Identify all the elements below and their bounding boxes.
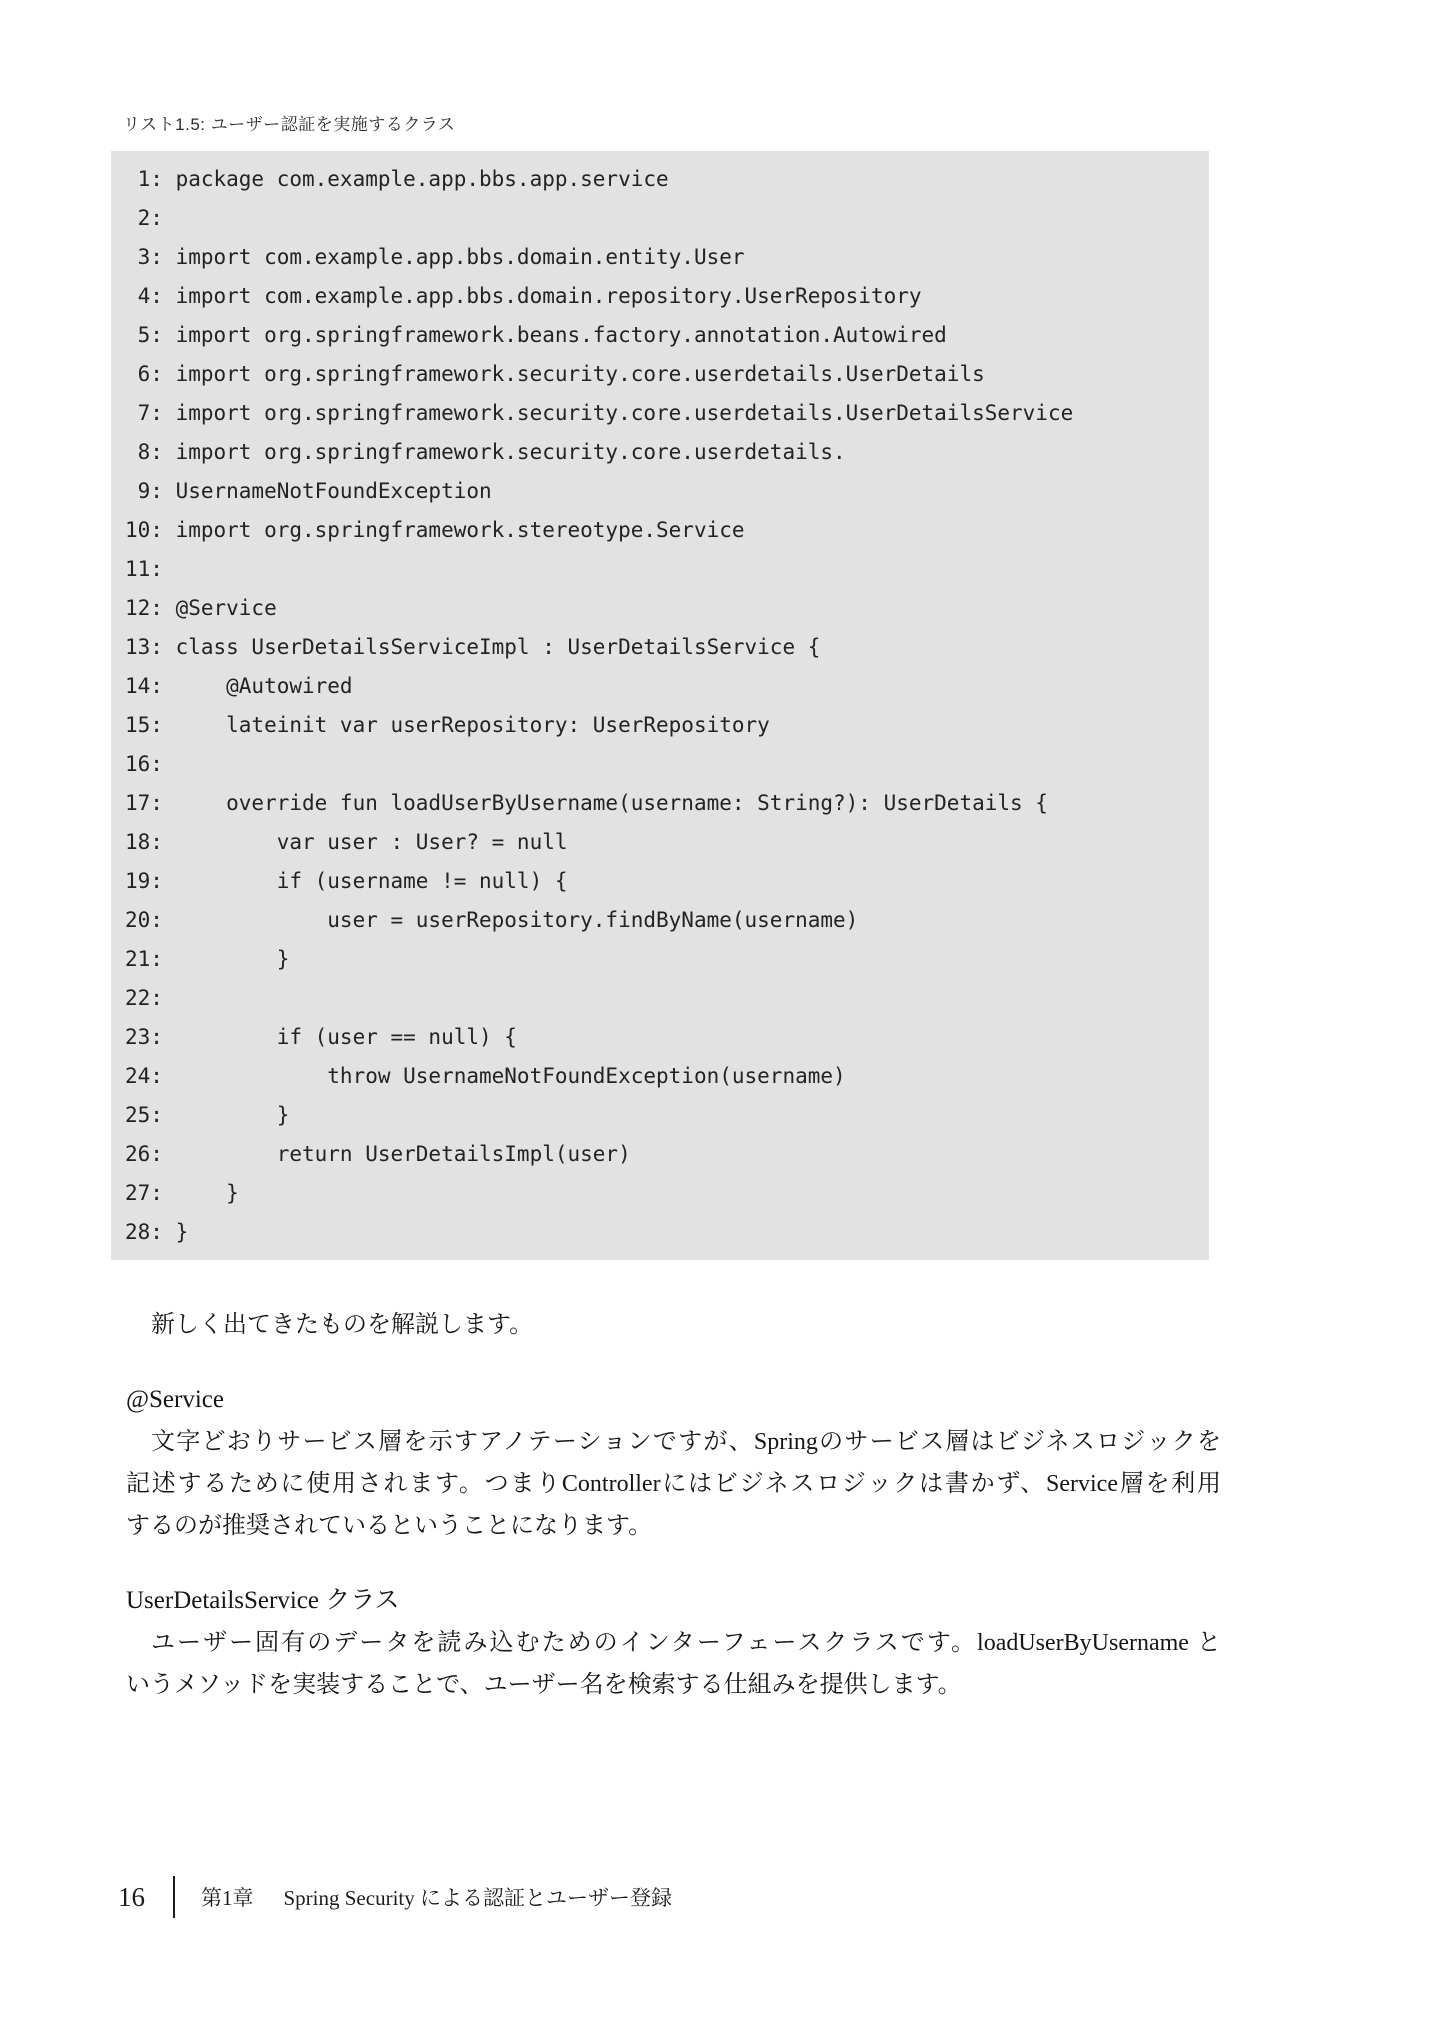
code-line: 27: } bbox=[125, 1181, 239, 1205]
section-heading: UserDetailsService クラス bbox=[126, 1587, 400, 1614]
code-line: 10: import org.springframework.stereotype.Service bbox=[125, 518, 745, 542]
code-line: 20: user = userRepository.findByName(username) bbox=[125, 908, 859, 932]
code-line: 11: bbox=[125, 557, 176, 581]
code-line: 23: if (user == null) { bbox=[125, 1025, 517, 1049]
code-line: 6: import org.springframework.security.core.userdetails.UserDetails bbox=[125, 362, 985, 386]
code-line: 3: import com.example.app.bbs.domain.entity.User bbox=[125, 245, 745, 269]
code-line: 1: package com.example.app.bbs.app.service bbox=[125, 167, 669, 191]
code-line: 19: if (username != null) { bbox=[125, 869, 568, 893]
code-line: 16: bbox=[125, 752, 176, 776]
code-line: 2: bbox=[125, 206, 176, 230]
code-listing bbox=[111, 151, 1209, 1260]
chapter-title: Spring Security による認証とユーザー登録 bbox=[283, 1886, 672, 1910]
code-line: 15: lateinit var userRepository: UserRepository bbox=[125, 713, 770, 737]
paragraph-line: 記述するために使用されます。つまりControllerにはビジネスロジックは書かず、Service層を利用 bbox=[126, 1471, 1221, 1497]
body-text bbox=[126, 1304, 1221, 1706]
code-line: 4: import com.example.app.bbs.domain.repository.UserRepository bbox=[125, 284, 922, 308]
code-line: 25: } bbox=[125, 1103, 290, 1127]
listing-caption: リスト1.5: ユーザー認証を実施するクラス bbox=[123, 115, 456, 134]
code-line: 28: } bbox=[125, 1220, 189, 1244]
code-line: 8: import org.springframework.security.core.userdetails. bbox=[125, 440, 846, 464]
intro-paragraph: 新しく出てきたものを解説します。 bbox=[151, 1312, 534, 1338]
code-line: 7: import org.springframework.security.core.userdetails.UserDetailsService bbox=[125, 401, 1074, 425]
paragraph-line: するのが推奨されているということになります。 bbox=[126, 1513, 653, 1539]
paragraph-line: いうメソッドを実装することで、ユーザー名を検索する仕組みを提供します。 bbox=[126, 1672, 962, 1698]
code-line: 17: override fun loadUserByUsername(username: String?): UserDetails { bbox=[125, 791, 1048, 815]
code-line: 13: class UserDetailsServiceImpl : UserDetailsService { bbox=[125, 635, 821, 659]
footer-divider bbox=[173, 1876, 175, 1918]
paragraph-line: ユーザー固有のデータを読み込むためのインターフェースクラスです。loadUserByUsername と bbox=[151, 1630, 1221, 1656]
page-number: 16 bbox=[118, 1881, 145, 1912]
code-line: 14: @Autowired bbox=[125, 674, 353, 698]
code-line: 24: throw UsernameNotFoundException(username) bbox=[125, 1064, 846, 1088]
code-line: 9: UsernameNotFoundException bbox=[125, 479, 492, 503]
chapter-label: 第1章 bbox=[201, 1886, 254, 1910]
code-line: 22: bbox=[125, 986, 176, 1010]
section-heading: @Service bbox=[126, 1386, 224, 1413]
code-line: 26: return UserDetailsImpl(user) bbox=[125, 1142, 631, 1166]
paragraph-line: 文字どおりサービス層を示すアノテーションですが、Springのサービス層はビジネスロジックを bbox=[151, 1429, 1221, 1455]
explanation-sections bbox=[126, 1379, 1221, 1706]
page-footer bbox=[118, 1876, 672, 1918]
code-line: 5: import org.springframework.beans.factory.annotation.Autowired bbox=[125, 323, 947, 347]
code-line: 21: } bbox=[125, 947, 290, 971]
code-line: 12: @Service bbox=[125, 596, 277, 620]
code-line: 18: var user : User? = null bbox=[125, 830, 568, 854]
